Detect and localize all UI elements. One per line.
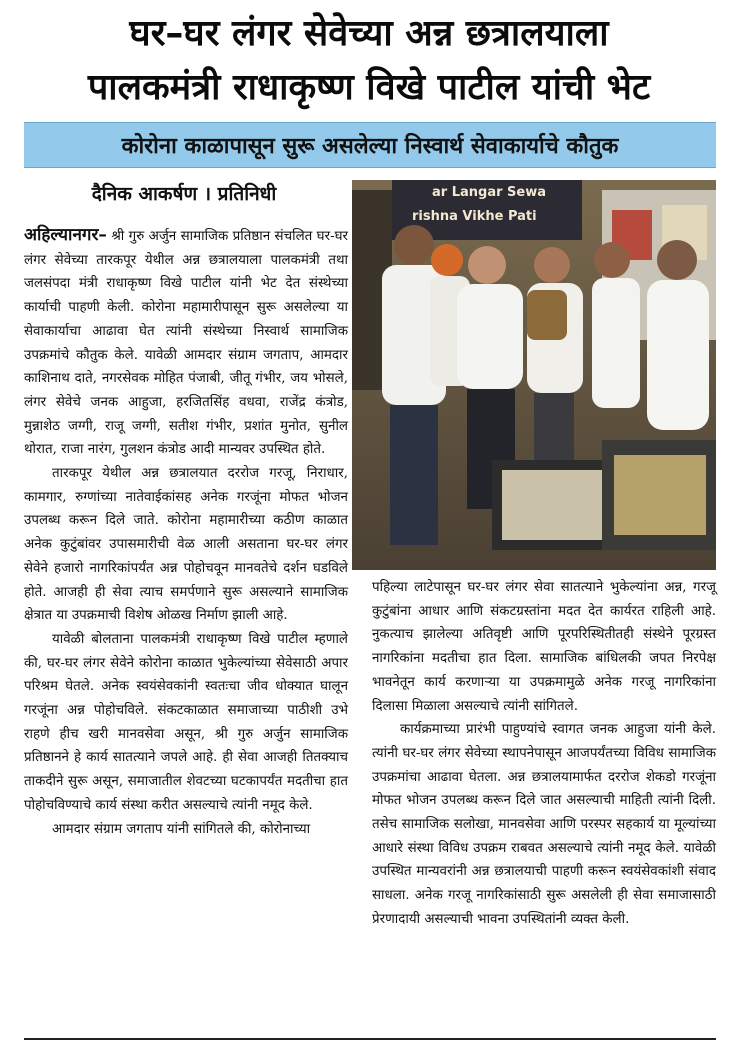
bottom-rule	[24, 1038, 716, 1040]
article-column-right	[372, 576, 716, 932]
paragraph-4: आमदार संग्राम जगताप यांनी सांगितले की, कोरोनाच्या	[52, 821, 311, 837]
subheadline-bar	[24, 122, 716, 168]
headline-line-2: पालकमंत्री राधाकृष्ण विखे पाटील यांची भेट	[87, 67, 651, 108]
dateline: अहिल्यानगर–	[24, 225, 107, 245]
paragraph-1: श्री गुरु अर्जुन सामाजिक प्रतिष्ठान संचलित घर-घर लंगर सेवेच्या तारकपूर येथील अन्न छत्रालयाला पालकमंत्री तथा जलसंपदा मंत्री राधाकृष्ण विखे पाटील यांनी भेट देत संस्थेच्या कार्याची पाहणी केली. कोरोना महामारीपासून सुरू असलेल्या या सेवाकार्याचा आढावा घेत त्यांनी संस्थेच्या निस्वार्थ सामाजिक उपक्रमांचे कौतुक केले. यावेळी आमदार संग्राम जगताप, आमदार काशिनाथ दाते, नगरसेवक मोहित पंजाबी, जीतू गंभीर, जय भोसले, लंगर सेवेचे जनक आहुजा, हरजितसिंह वधवा, राजेंद्र कंत्रोड, मुन्नाशेठ जग्गी, राजू जग्गी, सतीश गंभीर, प्रशांत मुनोत, सुनील थोरात, राजा नारंग, गुलशन कंत्रोड आदी मान्यवर उपस्थित होते.	[24, 229, 348, 458]
banner-text-2: rishna Vikhe Pati	[412, 209, 537, 224]
photo-illustration	[352, 180, 716, 570]
subheadline: कोरोना काळापासून सुरू असलेल्या निस्वार्थ सेवाकार्याचे कौतुक	[121, 134, 619, 159]
news-photo	[352, 180, 716, 570]
headline-line-1: घर–घर लंगर सेवेच्या अन्न छत्रालयाला	[129, 13, 609, 54]
byline: दैनिक आकर्षण । प्रतिनिधी	[91, 183, 277, 205]
paragraph-2: तारकपूर येथील अन्न छत्रालयात दररोज गरजू, निराधार, कामगार, रुग्णांच्या नातेवाईकांसह अनेक गरजूंना मोफत भोजन उपलब्ध करून दिले जाते. कोरोना महामारीच्या कठीण काळात अनेक कुटुंबांवर उपासमारीची वेळ आली असताना घर-घर लंगर सेवेने हजारो नागरिकांपर्यंत अन्न पोहोचवून मानवतेचे दर्शन घडविले होते. आजही ही सेवा त्याच समर्पणाने सुरू असल्याने सामाजिक क्षेत्रात या उपक्रमाची विशेष ओळख निर्माण झाली आहे.	[24, 466, 348, 624]
paragraph-3: यावेळी बोलताना पालकमंत्री राधाकृष्ण विखे पाटील म्हणाले की, घर-घर लंगर सेवेने कोरोना काळात भुकेल्यांच्या सेवेसाठी अपार परिश्रम घेतले. अनेक स्वयंसेवकांनी स्वतःचा जीव धोक्यात घालून गरजूंना अन्न पोहोचविले. संकटकाळात समाजाच्या पाठीशी उभे राहणे हीच खरी मानवसेवा असून, श्री गुरु अर्जुन सामाजिक प्रतिष्ठानने हे कार्य सातत्याने जपले आहे. ही सेवा आजही तितक्याच ताकदीने सुरू असून, समाजातील शेवटच्या घटकापर्यंत मदतीचा हात पोहोचविण्याचे कार्य संस्था करीत असल्याचे त्यांनी नमूद केले.	[24, 631, 348, 813]
article-column-left	[24, 224, 348, 841]
paragraph-5: पहिल्या लाटेपासून घर-घर लंगर सेवा सातत्याने भुकेल्यांना अन्न, गरजू कुटुंबांना आधार आणि संकटग्रस्तांना मदत देत कार्यरत राहिली आहे. नुकत्याच झालेल्या अतिवृष्टी आणि पूरपरिस्थितीतही संस्थेने पूरग्रस्त नागरिकांना मदतीचा हात दिला. सामाजिक बांधिलकी जपत निरपेक्ष भावनेतून कार्य करणाऱ्या या उपक्रमामुळे अनेक गरजू नागरिकांना दिलासा मिळाला असल्याचे त्यांनी सांगितले.	[372, 580, 716, 714]
paragraph-6: कार्यक्रमाच्या प्रारंभी पाहुण्यांचे स्वागत जनक आहुजा यांनी केले. त्यांनी घर-घर लंगर सेवेच्या स्थापनेपासून आजपर्यंतच्या विविध सामाजिक उपक्रमांचा आढावा घेतला. अन्न छत्रालयामार्फत दररोज शेकडो गरजूंना मोफत भोजन उपलब्ध करून दिले जात असल्याची माहिती त्यांनी दिली. तसेच सामाजिक सलोखा, मानवसेवा आणि परस्पर सहकार्य या मूल्यांच्या आधारे संस्था विविध उपक्रम राबवत असल्याचे त्यांनी नमूद केले. यावेळी उपस्थित मान्यवरांनी अन्न छत्रालयाची पाहणी करून स्वयंसेवकांशी संवाद साधला. अनेक गरजू नागरिकांसाठी सुरू असलेली ही सेवा समाजासाठी प्रेरणादायी असल्याची भावना उपस्थितांनी व्यक्त केली.	[372, 722, 716, 927]
banner-text-1: ar Langar Sewa	[432, 185, 546, 200]
